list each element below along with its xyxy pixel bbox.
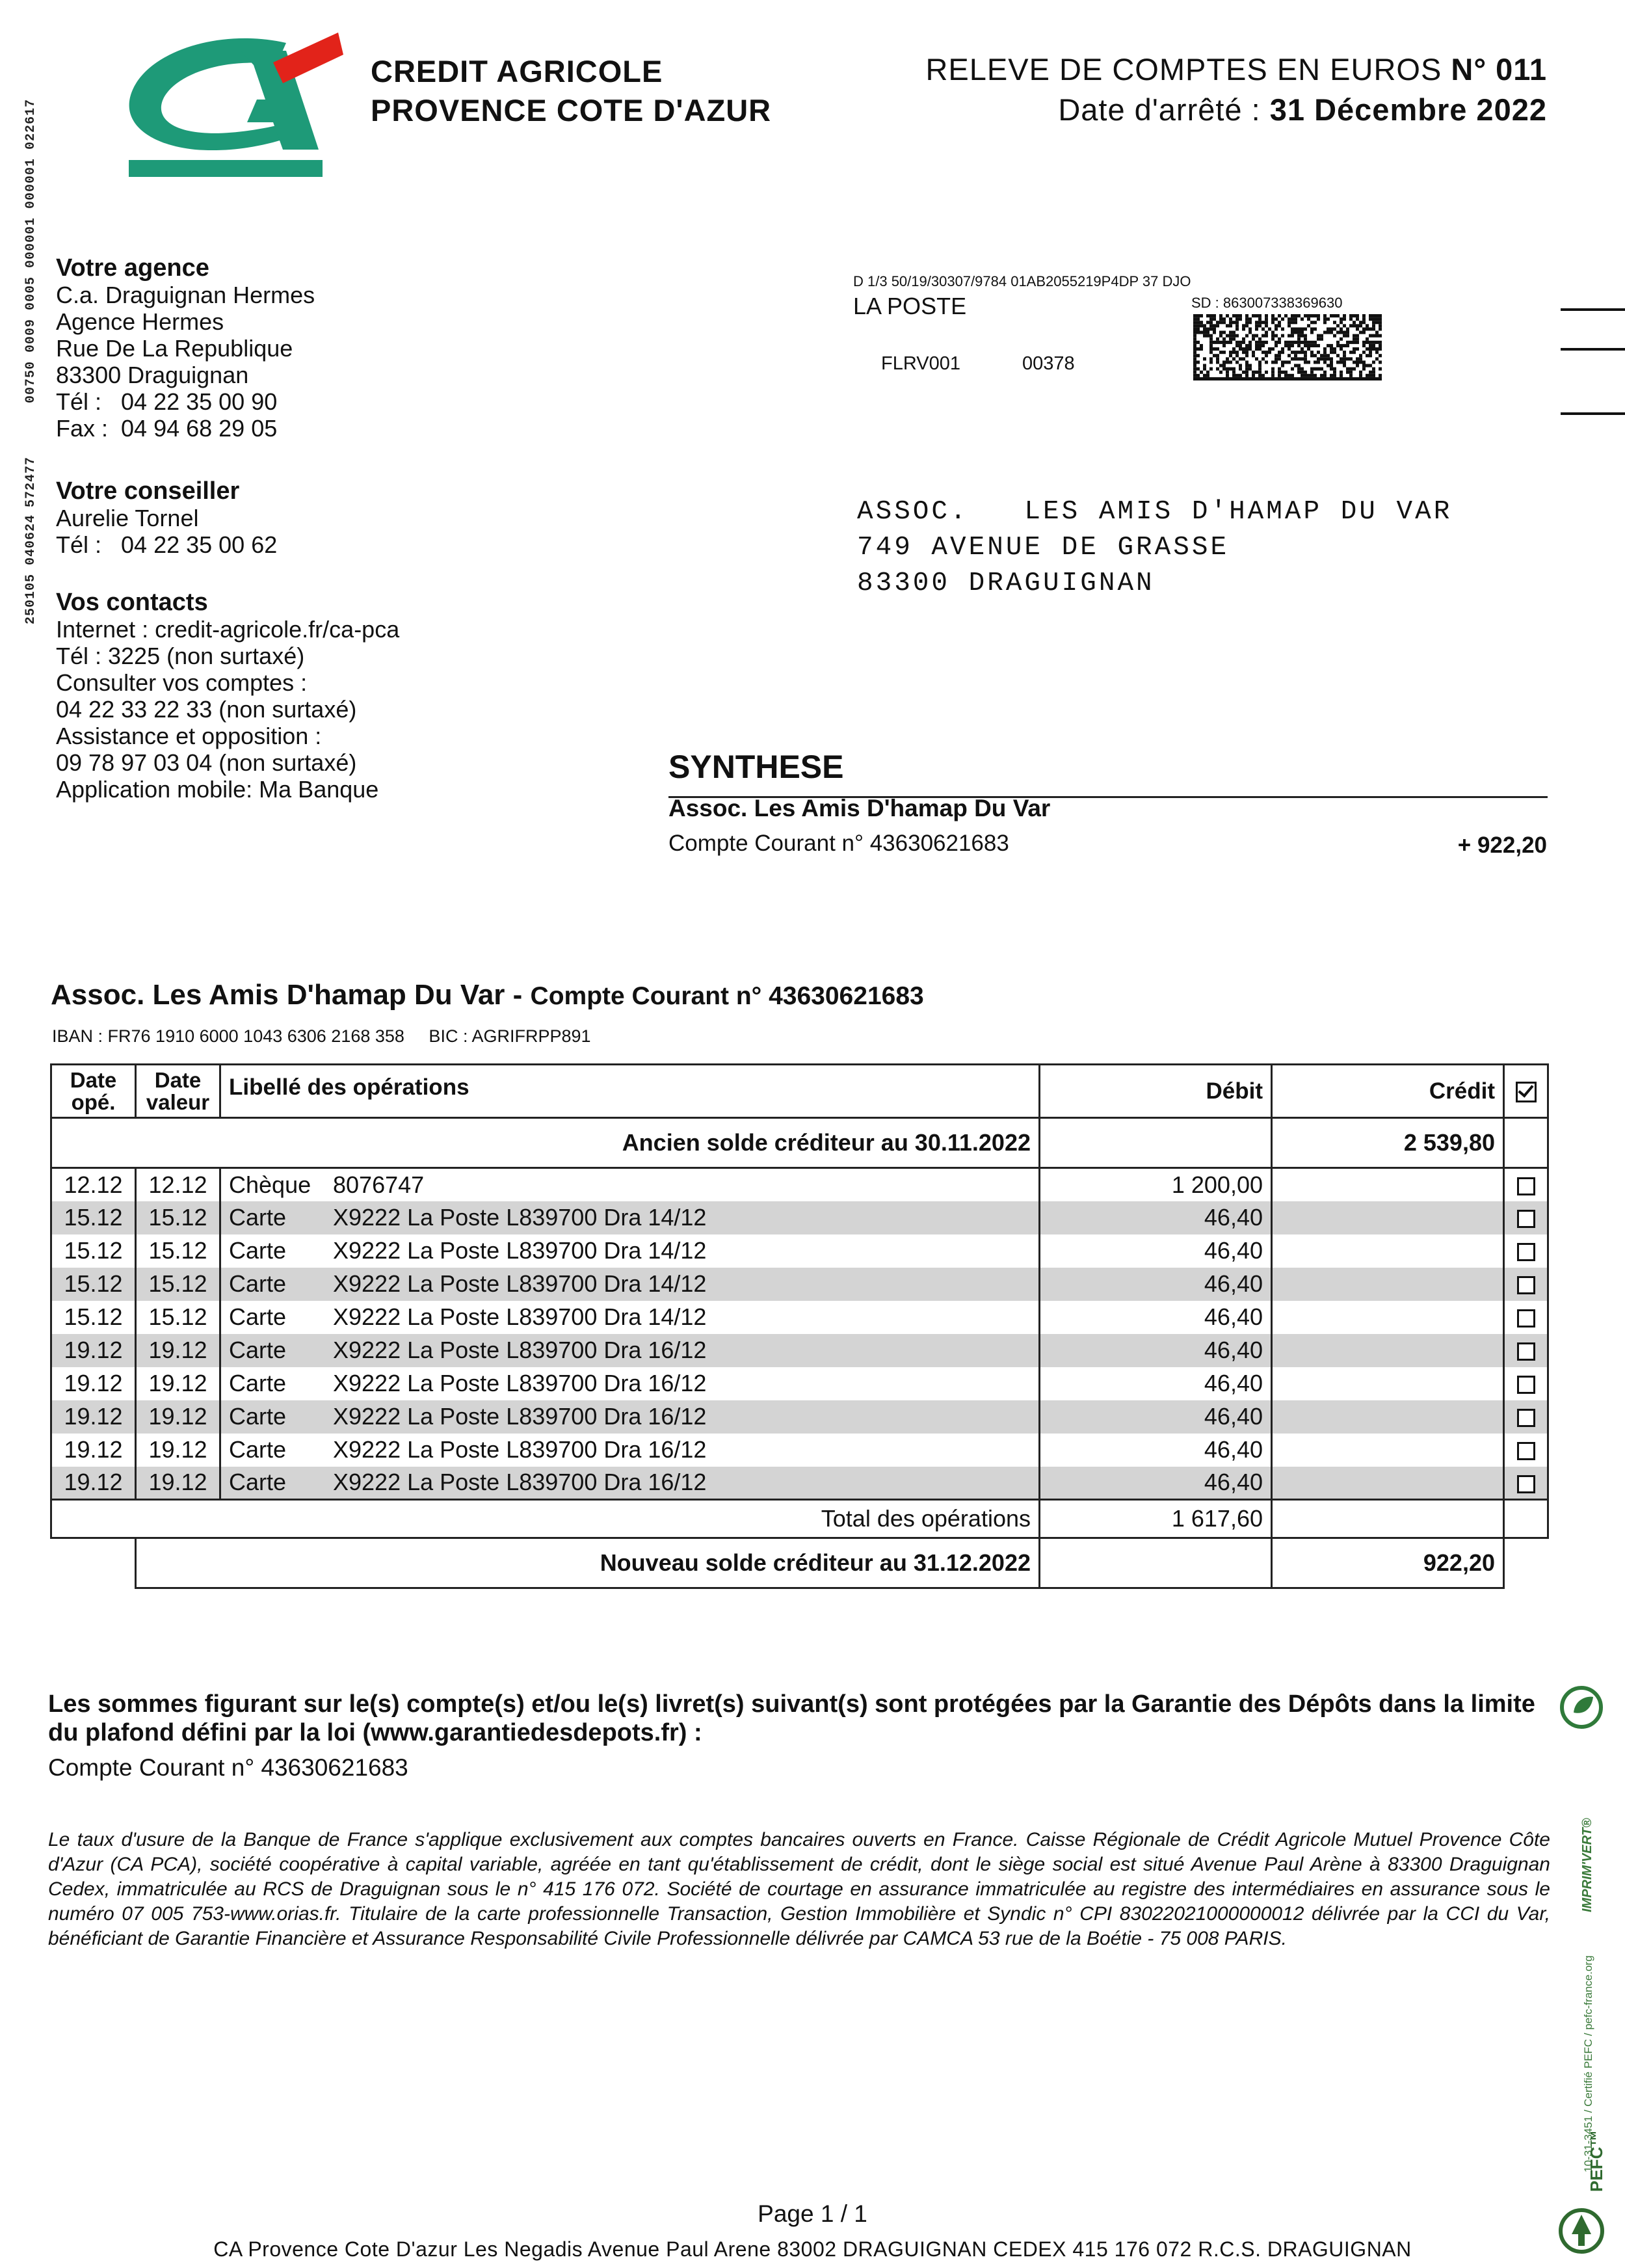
row-detail: X9222 La Poste L839700 Dra 14/12 (333, 1204, 707, 1231)
row-credit (1272, 1334, 1504, 1367)
row-label (220, 1467, 1040, 1500)
vertical-code-1: 00750 0009 0005 000001 000001 022617 (23, 98, 38, 403)
row-detail: X9222 La Poste L839700 Dra 16/12 (333, 1436, 707, 1463)
row-label (220, 1268, 1040, 1301)
row-date-value: 15.12 (136, 1234, 220, 1268)
checkbox-icon[interactable] (1517, 1177, 1535, 1195)
datamatrix-barcode (1193, 314, 1382, 380)
row-date-op: 19.12 (51, 1367, 136, 1400)
row-date-value: 15.12 (136, 1268, 220, 1301)
legal-notice: Le taux d'usure de la Banque de France s'applique exclusivement aux comptes bancaires ouverts en France. Caisse Régionale de Crédit Agricole Mutuel Provence Côte d'Azur (CA PCA), société coopérative à capital variable, agréée en tant qu'établissement de crédit, dont le siège social est situé Avenue Paul Arène à 83300 Draguignan Cedex, immatriculée au RCS de Draguignan sous le n° 415 176 072. Société de courtage en assurance immatriculée au registre des intermédiaires en assurance sous le numéro 07 005 753-www.orias.fr. Titulaire de la carte professionnelle Transaction, Gestion Immobilière et Syndic n° CPI 83022021000000012 délivrée par la CCI du Var, bénéficiant de Garantie Financière et Assurance Responsabilité Civile Professionnelle délivrée par CAMCA 53 rue de la Boétie - 75 008 PARIS. (48, 1829, 1550, 1949)
row-detail: X9222 La Poste L839700 Dra 14/12 (333, 1270, 707, 1297)
page-number: Page 1 / 1 (758, 2200, 867, 2227)
row-checkbox[interactable] (1504, 1334, 1548, 1367)
table-row (51, 1334, 1548, 1367)
footer-address: CA Provence Cote D'azur Les Negadis Avenue Paul Arene 83002 DRAGUIGNAN CEDEX 415 176 072 R.C.S. DRAGUIGNAN (213, 2237, 1412, 2261)
deposit-guarantee-notice: Les sommes figurant sur le(s) compte(s) et/ou le(s) livret(s) suivant(s) sont protégées par la Garantie des Dépôts dans la limite du plafond défini par la loi (www.garantiedesdepots.fr) : (48, 1690, 1535, 1746)
recipient-line: 83300 DRAGUIGNAN (857, 568, 1155, 598)
row-date-value: 19.12 (136, 1334, 220, 1367)
row-type: Carte (229, 1337, 287, 1363)
row-detail: X9222 La Poste L839700 Dra 16/12 (333, 1370, 707, 1396)
account-label: Compte Courant n° 43630621683 (530, 982, 924, 1010)
contacts-line: Internet : credit-agricole.fr/ca-pca (56, 616, 400, 643)
row-credit (1272, 1234, 1504, 1268)
table-header-row (51, 1065, 1548, 1118)
imprim-vert-leaf-icon (1555, 1681, 1607, 1733)
agency-line: Agence Hermes (56, 308, 224, 335)
bank-name (371, 52, 771, 130)
advisor-phone: Tél : 04 22 35 00 62 (56, 531, 278, 558)
contacts-line: 04 22 33 22 33 (non surtaxé) (56, 696, 357, 723)
operations-table (50, 1063, 1549, 1589)
row-detail: X9222 La Poste L839700 Dra 14/12 (333, 1237, 707, 1264)
row-credit (1272, 1268, 1504, 1301)
row-credit (1272, 1467, 1504, 1500)
row-date-op: 15.12 (51, 1201, 136, 1234)
bank-name-line1: CREDIT AGRICOLE (371, 54, 663, 88)
new-balance-credit: 922,20 (1272, 1538, 1504, 1588)
checkbox-icon[interactable] (1517, 1409, 1535, 1427)
agency-fax: Fax : 04 94 68 29 05 (56, 415, 278, 442)
row-checkbox[interactable] (1504, 1268, 1548, 1301)
row-date-value: 19.12 (136, 1467, 220, 1500)
row-date-value: 19.12 (136, 1400, 220, 1434)
recipient-address (857, 494, 1452, 602)
fold-mark (1561, 348, 1625, 351)
old-balance-label: Ancien solde créditeur au 30.11.2022 (51, 1118, 1040, 1168)
row-checkbox[interactable] (1504, 1367, 1548, 1400)
col-credit: Crédit (1272, 1065, 1504, 1118)
row-date-value: 19.12 (136, 1434, 220, 1467)
old-balance-row (51, 1118, 1548, 1168)
advisor-name: Aurelie Tornel (56, 505, 199, 531)
pefc-tree-icon (1555, 2202, 1607, 2260)
advisor-heading: Votre conseiller (56, 477, 240, 505)
row-label (220, 1234, 1040, 1268)
row-credit (1272, 1367, 1504, 1400)
synthese-holder: Assoc. Les Amis D'hamap Du Var (668, 795, 1051, 821)
row-date-value: 15.12 (136, 1301, 220, 1334)
table-row (51, 1234, 1548, 1268)
row-date-op: 19.12 (51, 1467, 136, 1500)
checked-box-icon (1516, 1082, 1537, 1102)
total-row (51, 1500, 1548, 1538)
synthese-account: Compte Courant n° 43630621683 (668, 831, 1009, 856)
row-type: Carte (229, 1270, 287, 1297)
row-date-op: 15.12 (51, 1301, 136, 1334)
pefc-label: PEFC™ (1587, 2129, 1606, 2192)
account-holder: Assoc. Les Amis D'hamap Du Var - (51, 979, 523, 1011)
row-label (220, 1334, 1040, 1367)
row-date-op: 15.12 (51, 1268, 136, 1301)
agency-heading: Votre agence (56, 254, 209, 282)
row-type: Carte (229, 1303, 287, 1330)
row-label (220, 1201, 1040, 1234)
row-type: Carte (229, 1237, 287, 1264)
row-checkbox[interactable] (1504, 1201, 1548, 1234)
account-title (51, 979, 924, 1011)
row-date-op: 19.12 (51, 1400, 136, 1434)
row-debit: 46,40 (1040, 1201, 1272, 1234)
row-debit: 46,40 (1040, 1234, 1272, 1268)
row-debit: 46,40 (1040, 1301, 1272, 1334)
row-type: Chèque (229, 1171, 311, 1198)
table-row (51, 1268, 1548, 1301)
bank-name-line2: PROVENCE COTE D'AZUR (371, 93, 772, 127)
row-type: Carte (229, 1403, 287, 1430)
row-checkbox[interactable] (1504, 1168, 1548, 1201)
row-debit: 46,40 (1040, 1467, 1272, 1500)
row-date-value: 12.12 (136, 1168, 220, 1201)
statement-number: N° 011 (1451, 52, 1547, 87)
row-debit: 46,40 (1040, 1400, 1272, 1434)
table-row (51, 1434, 1548, 1467)
postal-number: 00378 (1022, 353, 1075, 374)
row-type: Carte (229, 1204, 287, 1231)
pefc-certification: 10-31-3451 / Certifié PEFC / pefc-france.org (1582, 1955, 1594, 2172)
table-row (51, 1301, 1548, 1334)
vertical-code-2: 572477 (23, 456, 38, 507)
row-label (220, 1367, 1040, 1400)
row-type: Carte (229, 1469, 287, 1496)
row-debit: 46,40 (1040, 1334, 1272, 1367)
row-debit: 1 200,00 (1040, 1168, 1272, 1201)
advisor-block (56, 478, 277, 558)
row-debit: 46,40 (1040, 1367, 1272, 1400)
row-checkbox[interactable] (1504, 1301, 1548, 1334)
checkbox-icon[interactable] (1517, 1243, 1535, 1261)
row-date-op: 19.12 (51, 1434, 136, 1467)
checkbox-icon[interactable] (1517, 1376, 1535, 1394)
total-label: Total des opérations (51, 1500, 1040, 1538)
checkbox-icon[interactable] (1517, 1442, 1535, 1460)
contacts-line: Application mobile: Ma Banque (56, 776, 379, 803)
row-debit: 46,40 (1040, 1434, 1272, 1467)
recipient-line: ASSOC. LES AMIS D'HAMAP DU VAR (857, 497, 1453, 527)
table-row (51, 1201, 1548, 1234)
checkbox-icon[interactable] (1517, 1210, 1535, 1228)
statement-date-value: 31 Décembre 2022 (1269, 92, 1547, 127)
vertical-code-3: 250105 040624 (23, 514, 38, 624)
row-date-value: 19.12 (136, 1367, 220, 1400)
row-credit (1272, 1400, 1504, 1434)
contacts-line: Tél : 3225 (non surtaxé) (56, 643, 305, 669)
agency-phone: Tél : 04 22 35 00 90 (56, 388, 278, 415)
checkbox-icon[interactable] (1517, 1276, 1535, 1294)
contacts-block (56, 589, 399, 803)
col-date-value: Date valeur (136, 1065, 220, 1118)
contacts-heading: Vos contacts (56, 589, 208, 616)
statement-date-label: Date d'arrêté : (1058, 92, 1261, 127)
row-credit (1272, 1201, 1504, 1234)
old-balance-credit: 2 539,80 (1272, 1118, 1504, 1168)
agency-block (56, 255, 315, 442)
row-checkbox[interactable] (1504, 1434, 1548, 1467)
row-type: Carte (229, 1436, 287, 1463)
row-detail: X9222 La Poste L839700 Dra 16/12 (333, 1337, 707, 1363)
row-detail: X9222 La Poste L839700 Dra 14/12 (333, 1303, 707, 1330)
row-checkbox[interactable] (1504, 1234, 1548, 1268)
table-row (51, 1367, 1548, 1400)
row-detail: X9222 La Poste L839700 Dra 16/12 (333, 1403, 707, 1430)
agency-line: Rue De La Republique (56, 335, 293, 362)
row-type: Carte (229, 1370, 287, 1396)
row-date-op: 19.12 (51, 1334, 136, 1367)
row-credit (1272, 1301, 1504, 1334)
contacts-line: Assistance et opposition : (56, 723, 322, 749)
contacts-line: 09 78 97 03 04 (non surtaxé) (56, 749, 357, 776)
postal-flrv: FLRV001 (881, 353, 960, 374)
contacts-line: Consulter vos comptes : (56, 669, 308, 696)
iban-bic: IBAN : FR76 1910 6000 1043 6306 2168 358 BIC : AGRIFRPP891 (52, 1026, 591, 1046)
row-label (220, 1301, 1040, 1334)
col-date-op: Date opé. (51, 1065, 136, 1118)
row-date-op: 15.12 (51, 1234, 136, 1268)
row-date-op: 12.12 (51, 1168, 136, 1201)
col-checked (1504, 1065, 1548, 1118)
agency-line: C.a. Draguignan Hermes (56, 282, 315, 308)
checkbox-icon[interactable] (1517, 1475, 1535, 1493)
row-detail: X9222 La Poste L839700 Dra 16/12 (333, 1469, 707, 1496)
agency-line: 83300 Draguignan (56, 362, 249, 388)
row-detail: 8076747 (333, 1171, 425, 1198)
postal-routing-code: D 1/3 50/19/30307/9784 01AB2055219P4DP 37 DJO (853, 273, 1191, 289)
recipient-line: 749 AVENUE DE GRASSE (857, 533, 1230, 563)
col-debit: Débit (1040, 1065, 1272, 1118)
row-date-value: 15.12 (136, 1201, 220, 1234)
row-checkbox[interactable] (1504, 1400, 1548, 1434)
postal-carrier: LA POSTE (853, 293, 967, 319)
table-row (51, 1467, 1548, 1500)
row-credit (1272, 1434, 1504, 1467)
row-label (220, 1434, 1040, 1467)
table-row (51, 1400, 1548, 1434)
checkbox-icon[interactable] (1517, 1342, 1535, 1361)
statement-title-prefix: RELEVE DE COMPTES EN EUROS (925, 52, 1442, 87)
total-debit: 1 617,60 (1040, 1500, 1272, 1538)
row-debit: 46,40 (1040, 1268, 1272, 1301)
row-label (220, 1400, 1040, 1434)
row-checkbox[interactable] (1504, 1467, 1548, 1500)
new-balance-row (51, 1538, 1548, 1588)
checkbox-icon[interactable] (1517, 1309, 1535, 1327)
new-balance-label: Nouveau solde créditeur au 31.12.2022 (136, 1538, 1040, 1588)
row-label (220, 1168, 1040, 1201)
table-row (51, 1168, 1548, 1201)
imprim-vert-label: IMPRIM'VERT® (1580, 1818, 1594, 1912)
guarantee-account: Compte Courant n° 43630621683 (48, 1754, 408, 1781)
fold-mark (1561, 412, 1625, 415)
fold-mark (1561, 308, 1625, 311)
synthese-title: SYNTHESE (668, 749, 844, 785)
postal-sd-code: SD : 863007338369630 (1191, 295, 1343, 311)
credit-agricole-logo (124, 31, 345, 184)
statement-title (925, 49, 1547, 130)
row-credit (1272, 1168, 1504, 1201)
synthese-balance: + 922,20 (1457, 833, 1547, 858)
col-label: Libellé des opérations (220, 1065, 1040, 1118)
